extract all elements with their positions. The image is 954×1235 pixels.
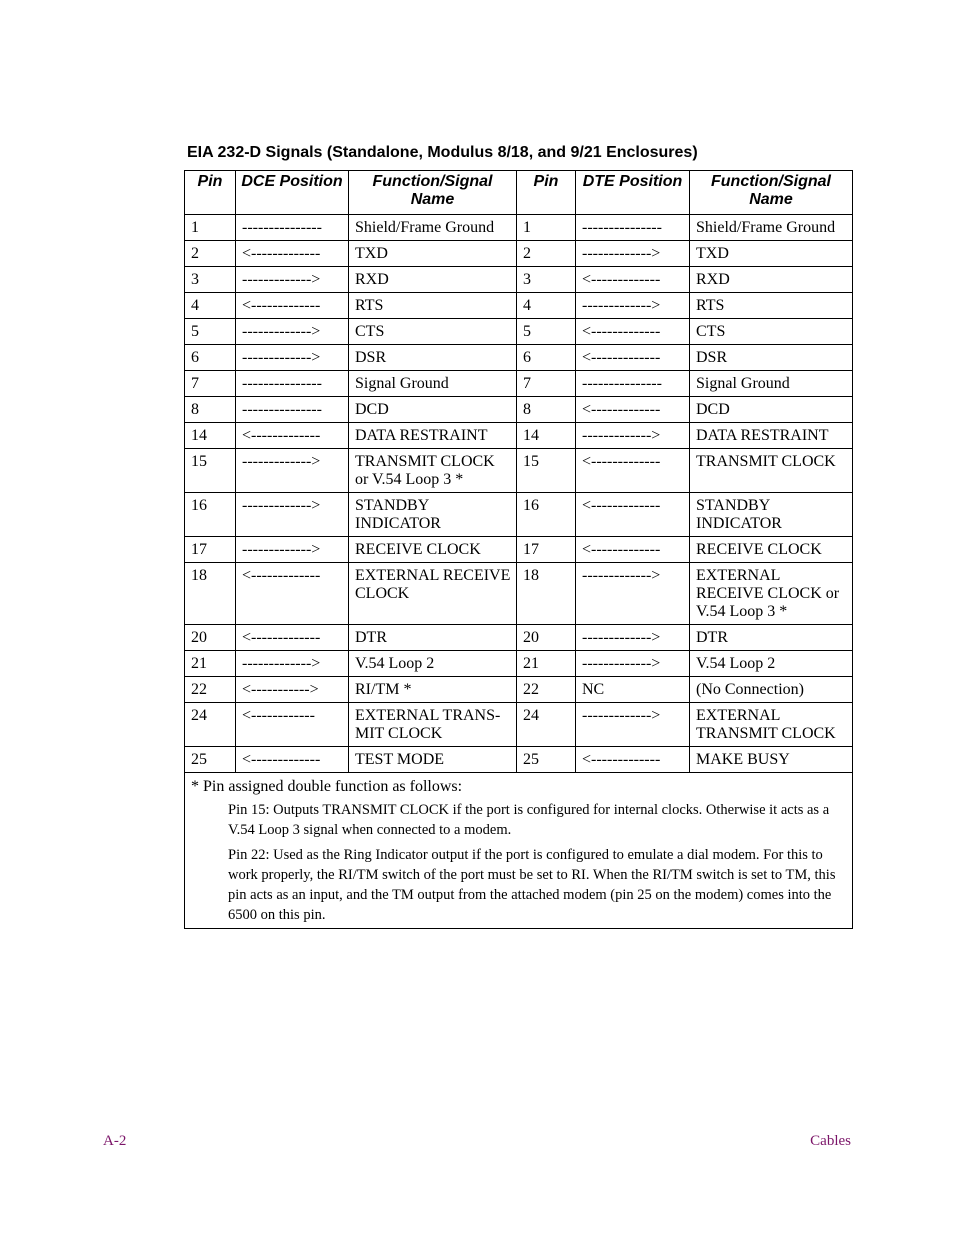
cell-dte-function: STANDBY INDICATOR	[690, 493, 853, 537]
table-caption: EIA 232-D Signals (Standalone, Modulus 8/18, and 9/21 Enclosures)	[187, 144, 698, 161]
cell-pin-dte: 24	[517, 703, 576, 747]
cell-dte-position: ------------->	[576, 625, 690, 651]
cell-dce-position: ------------->	[236, 345, 349, 371]
footnote-row	[185, 773, 853, 929]
cell-dce-position: <------------	[236, 703, 349, 747]
footnote	[185, 773, 853, 929]
signals-table	[184, 170, 853, 929]
cell-pin-dte: 16	[517, 493, 576, 537]
cell-dte-position: <-------------	[576, 449, 690, 493]
cell-dce-position: <-------------	[236, 241, 349, 267]
table-row	[185, 319, 853, 345]
cell-pin-dce: 2	[185, 241, 236, 267]
table-row	[185, 677, 853, 703]
cell-pin-dce: 1	[185, 215, 236, 241]
cell-pin-dte: 8	[517, 397, 576, 423]
cell-dce-position: <-------------	[236, 747, 349, 773]
cell-dce-function: EXTERNAL RECEIVE CLOCK	[349, 563, 517, 625]
cell-dce-function: CTS	[349, 319, 517, 345]
cell-dte-position: <-------------	[576, 319, 690, 345]
table-row	[185, 345, 853, 371]
cell-dte-position: <-------------	[576, 267, 690, 293]
cell-dte-function: RECEIVE CLOCK	[690, 537, 853, 563]
cell-dce-position: <-------------	[236, 423, 349, 449]
cell-dte-function: RXD	[690, 267, 853, 293]
cell-pin-dte: 25	[517, 747, 576, 773]
cell-dte-position: ------------->	[576, 293, 690, 319]
cell-dce-position: ------------->	[236, 493, 349, 537]
cell-dte-position: NC	[576, 677, 690, 703]
cell-pin-dte: 6	[517, 345, 576, 371]
cell-pin-dce: 3	[185, 267, 236, 293]
table-row	[185, 267, 853, 293]
cell-pin-dce: 18	[185, 563, 236, 625]
cell-pin-dte: 15	[517, 449, 576, 493]
cell-dte-function: TXD	[690, 241, 853, 267]
cell-pin-dte: 22	[517, 677, 576, 703]
cell-dte-function: EXTERNAL TRANSMIT CLOCK	[690, 703, 853, 747]
cell-dte-function: EXTERNAL RECEIVE CLOCK or V.54 Loop 3 *	[690, 563, 853, 625]
table-row	[185, 293, 853, 319]
page-number: A-2	[103, 1133, 127, 1149]
footnote-heading: * Pin assigned double function as follows:	[191, 778, 463, 795]
cell-dte-position: ---------------	[576, 371, 690, 397]
cell-dce-position: <-------------	[236, 563, 349, 625]
cell-dte-function: DTR	[690, 625, 853, 651]
cell-dce-function: DATA RESTRAINT	[349, 423, 517, 449]
table-row	[185, 537, 853, 563]
cell-dce-function: RXD	[349, 267, 517, 293]
cell-dce-position: ------------->	[236, 319, 349, 345]
cell-pin-dce: 17	[185, 537, 236, 563]
cell-dte-position: <-------------	[576, 747, 690, 773]
cell-pin-dce: 22	[185, 677, 236, 703]
cell-dce-function: DSR	[349, 345, 517, 371]
cell-dce-function: TEST MODE	[349, 747, 517, 773]
cell-dce-function: TXD	[349, 241, 517, 267]
cell-pin-dce: 21	[185, 651, 236, 677]
table-body	[185, 215, 853, 773]
cell-dce-position: ------------->	[236, 651, 349, 677]
cell-pin-dte: 7	[517, 371, 576, 397]
table-header-row	[185, 171, 853, 215]
cell-pin-dce: 4	[185, 293, 236, 319]
cell-dte-function: RTS	[690, 293, 853, 319]
table-row	[185, 747, 853, 773]
cell-pin-dce: 15	[185, 449, 236, 493]
cell-dce-function: RI/TM *	[349, 677, 517, 703]
cell-dte-position: <-------------	[576, 537, 690, 563]
section-name: Cables	[810, 1133, 851, 1149]
cell-pin-dce: 5	[185, 319, 236, 345]
cell-pin-dce: 7	[185, 371, 236, 397]
cell-dte-function: V.54 Loop 2	[690, 651, 853, 677]
table-row	[185, 423, 853, 449]
cell-dce-function: EXTERNAL TRANS- MIT CLOCK	[349, 703, 517, 747]
cell-dce-position: ------------->	[236, 449, 349, 493]
cell-dte-function: TRANSMIT CLOCK	[690, 449, 853, 493]
cell-dte-position: ------------->	[576, 703, 690, 747]
cell-dce-function: RTS	[349, 293, 517, 319]
table-row	[185, 651, 853, 677]
table-row	[185, 215, 853, 241]
header-dte-position: DTE Position	[576, 171, 690, 215]
table-row	[185, 493, 853, 537]
cell-pin-dte: 14	[517, 423, 576, 449]
cell-pin-dce: 8	[185, 397, 236, 423]
cell-dte-function: (No Connection)	[690, 677, 853, 703]
cell-pin-dte: 5	[517, 319, 576, 345]
cell-dte-function: CTS	[690, 319, 853, 345]
cell-dce-position: <-------------	[236, 293, 349, 319]
footnote-pin-15: Pin 15: Outputs TRANSMIT CLOCK if the port is configured for internal clocks. Otherwise it acts as a V.54 Loop 3 signal when connected to a modem.	[228, 802, 830, 838]
cell-dce-function: RECEIVE CLOCK	[349, 537, 517, 563]
header-dte-function: Function/Signal Name	[690, 171, 853, 215]
cell-dte-function: DATA RESTRAINT	[690, 423, 853, 449]
cell-dce-function: DCD	[349, 397, 517, 423]
cell-pin-dte: 20	[517, 625, 576, 651]
header-pin-dce: Pin	[185, 171, 236, 215]
cell-dte-function: DCD	[690, 397, 853, 423]
cell-dte-function: Shield/Frame Ground	[690, 215, 853, 241]
cell-dce-position: ---------------	[236, 397, 349, 423]
cell-dte-position: <-------------	[576, 345, 690, 371]
cell-pin-dte: 2	[517, 241, 576, 267]
table-row	[185, 397, 853, 423]
cell-dce-position: ---------------	[236, 215, 349, 241]
cell-dce-function: Signal Ground	[349, 371, 517, 397]
cell-pin-dce: 16	[185, 493, 236, 537]
footnote-pin-22: Pin 22: Used as the Ring Indicator output if the port is configured to emulate a dial modem. For this to work properly, the RI/TM switch of the port must be set to RI. When the RI/TM switch is set to TM, this pin acts as an input, and the TM output from the attached modem (pin 25 on the modem) comes into the 6500 on this pin.	[228, 847, 836, 923]
cell-dce-position: <----------->	[236, 677, 349, 703]
table-row	[185, 563, 853, 625]
cell-pin-dte: 3	[517, 267, 576, 293]
cell-dte-position: <-------------	[576, 397, 690, 423]
cell-dce-position: <-------------	[236, 625, 349, 651]
cell-dte-position: ---------------	[576, 215, 690, 241]
table-row	[185, 625, 853, 651]
cell-dce-function: V.54 Loop 2	[349, 651, 517, 677]
table-row	[185, 703, 853, 747]
cell-pin-dte: 1	[517, 215, 576, 241]
cell-dte-function: Signal Ground	[690, 371, 853, 397]
cell-dce-position: ------------->	[236, 267, 349, 293]
cell-dce-function: TRANSMIT CLOCK or V.54 Loop 3 *	[349, 449, 517, 493]
table-row	[185, 371, 853, 397]
table-row	[185, 241, 853, 267]
cell-dte-position: ------------->	[576, 563, 690, 625]
header-dce-function: Function/Signal Name	[349, 171, 517, 215]
cell-pin-dce: 24	[185, 703, 236, 747]
cell-dte-function: MAKE BUSY	[690, 747, 853, 773]
header-dce-position: DCE Position	[236, 171, 349, 215]
cell-dte-position: <-------------	[576, 493, 690, 537]
cell-dce-position: ---------------	[236, 371, 349, 397]
cell-dte-position: ------------->	[576, 241, 690, 267]
cell-dte-position: ------------->	[576, 651, 690, 677]
cell-dce-function: DTR	[349, 625, 517, 651]
cell-pin-dce: 25	[185, 747, 236, 773]
cell-pin-dte: 4	[517, 293, 576, 319]
cell-dce-function: Shield/Frame Ground	[349, 215, 517, 241]
table-row	[185, 449, 853, 493]
header-pin-dte: Pin	[517, 171, 576, 215]
cell-pin-dte: 21	[517, 651, 576, 677]
cell-dce-position: ------------->	[236, 537, 349, 563]
cell-dte-function: DSR	[690, 345, 853, 371]
cell-pin-dte: 17	[517, 537, 576, 563]
cell-pin-dce: 20	[185, 625, 236, 651]
cell-pin-dce: 14	[185, 423, 236, 449]
cell-dce-function: STANDBY INDICATOR	[349, 493, 517, 537]
cell-pin-dte: 18	[517, 563, 576, 625]
cell-dte-position: ------------->	[576, 423, 690, 449]
cell-pin-dce: 6	[185, 345, 236, 371]
